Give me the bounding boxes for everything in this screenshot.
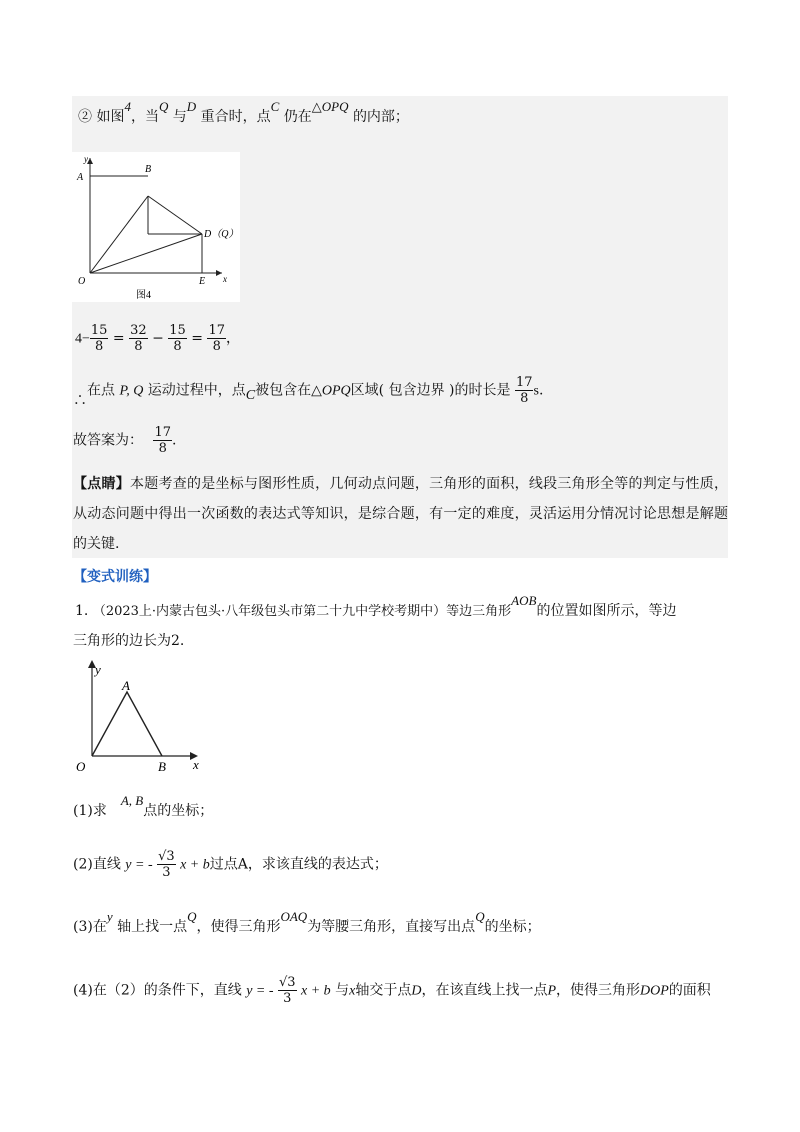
part-number: (3)在 <box>73 919 107 935</box>
denominator: 8 <box>158 441 167 456</box>
fig-label-a: A <box>122 678 130 693</box>
part3-line <box>73 909 541 936</box>
denominator: 8 <box>520 391 529 406</box>
text: 被包含在 <box>255 382 312 399</box>
part-number: (2)直线 <box>73 856 121 873</box>
text: 4− <box>75 331 90 347</box>
text: 轴上找一点 <box>117 919 188 935</box>
denominator: 8 <box>134 339 143 354</box>
point-q: Q <box>187 909 197 924</box>
text: 的时长是 <box>454 382 511 399</box>
text: ，当 <box>130 109 159 125</box>
part4-line <box>73 975 711 1006</box>
equation-lhs: y = - <box>246 983 274 999</box>
figure-4 <box>72 152 240 302</box>
fig4-label-e: E <box>199 276 206 287</box>
fig4-caption: 图4 <box>136 290 151 301</box>
numerator: 17 <box>208 323 226 338</box>
triangle-figure <box>70 660 210 778</box>
point-q: Q <box>475 909 485 924</box>
part-number: (1)求 <box>73 803 107 819</box>
text: 点的坐标； <box>143 803 214 819</box>
point-c: C <box>270 99 280 114</box>
numerator: √3 <box>278 975 296 990</box>
triangle-dop: DOP <box>640 983 669 999</box>
text: 为等腰三角形，直接写出点 <box>307 919 476 935</box>
triangle-opq: △OPQ <box>311 99 349 114</box>
numerator: 32 <box>130 323 147 338</box>
answer-label: 故答案为： <box>73 432 143 449</box>
fig4-label-x: x <box>223 274 227 284</box>
text: 与 <box>172 109 187 125</box>
text: ( 包含边界 ) <box>378 382 455 399</box>
axis-x: x <box>349 983 356 999</box>
equals: = <box>191 330 204 347</box>
part1-line <box>73 793 214 820</box>
answer-line <box>73 425 176 456</box>
text: 仍在 <box>283 109 312 125</box>
comment-text: 本题考查的是坐标与图形性质，几何动点问题，三角形的面积，线段三角形全等的判定与性质，从动态问题中得出一次函数的表达式等知识，是综合题，有一定的难度，灵活运用分情况讨论思想是解题的关键. <box>73 476 729 552</box>
points-pq: P, Q <box>119 383 144 399</box>
point-q: Q <box>158 99 169 114</box>
q1-line2: 三角形的边长为2. <box>73 633 185 649</box>
text: 与 <box>335 982 350 999</box>
triangle-aob <box>92 692 162 756</box>
q1-line1 <box>75 593 677 626</box>
fig-label-x: x <box>193 757 199 772</box>
text: 过点A，求该直线的表达式； <box>209 856 388 873</box>
text: 运动过程中，点 <box>147 382 246 399</box>
fig4-label-y: y <box>84 154 88 164</box>
circled-marker: ② <box>78 109 92 125</box>
minus: − <box>152 330 164 347</box>
fig-label-b: B <box>158 759 166 774</box>
equation-rhs: x + b <box>180 857 210 873</box>
point-d: D <box>411 983 422 999</box>
text: 重合时，点 <box>200 109 271 125</box>
text: ，在该直线上找一点 <box>421 982 548 999</box>
numerator: 17 <box>515 375 533 390</box>
text: 如图 <box>96 109 125 125</box>
fig-label-y: y <box>95 662 101 677</box>
figure-number: 4 <box>124 99 131 114</box>
numerator: 15 <box>90 323 108 338</box>
comment-paragraph <box>73 469 728 559</box>
text: ，使得三角形 <box>556 982 641 999</box>
variant-heading: 【变式训练】 <box>73 569 157 585</box>
text: 的面积 <box>668 982 711 999</box>
denominator: 3 <box>283 991 292 1006</box>
points-ab: A, B <box>120 793 144 808</box>
part-number: (4)在（2）的条件下，直线 <box>73 982 242 999</box>
fig4-label-a: A <box>77 172 84 183</box>
equation-lhs: y = - <box>125 857 153 873</box>
therefore-symbol: ∴ <box>73 392 87 409</box>
equation-rhs: x + b <box>301 983 331 999</box>
triangle-oaq: OAQ <box>280 909 308 924</box>
fig-label-o: O <box>76 759 86 774</box>
text: 在点 <box>87 382 115 399</box>
point-c: C <box>245 387 256 403</box>
conclusion-line <box>73 375 544 409</box>
text: . <box>538 382 544 399</box>
triangle-aob: AOB <box>511 593 537 608</box>
text: ， <box>226 330 241 347</box>
point-p: P <box>547 983 557 999</box>
calc-line <box>75 323 240 354</box>
denominator: 8 <box>95 339 104 354</box>
fig4-label-o: O <box>78 276 86 287</box>
text: 的内部； <box>352 109 409 125</box>
comment-tag: 【点睛】 <box>73 476 130 492</box>
part2-line <box>73 849 388 880</box>
text: 的位置如图所示，等边 <box>536 603 677 619</box>
unit: s <box>533 383 539 399</box>
axis-y: y <box>106 909 113 924</box>
text: 轴交于点 <box>355 982 412 999</box>
numerator: √3 <box>158 849 175 864</box>
point-d: D <box>186 99 197 114</box>
text: ，使得三角形 <box>196 919 281 935</box>
triangle-opq: △OPQ <box>311 383 351 399</box>
numerator: 15 <box>169 323 186 338</box>
denominator: 8 <box>212 339 221 354</box>
fig4-label-b: B <box>145 164 152 175</box>
question-number: 1. <box>75 603 89 619</box>
item2-line <box>78 99 409 131</box>
numerator: 17 <box>154 425 171 440</box>
question-source: （2023上·内蒙古包头·八年级包头市第二十九中学校考期中）等边三角形 <box>92 604 512 619</box>
denominator: 8 <box>173 339 182 354</box>
fig4-label-dq: D（Q） <box>204 229 239 240</box>
text: . <box>172 432 177 449</box>
equals: = <box>112 330 125 347</box>
denominator: 3 <box>162 865 171 880</box>
text: 区域 <box>350 382 379 399</box>
text: 的坐标； <box>484 919 541 935</box>
